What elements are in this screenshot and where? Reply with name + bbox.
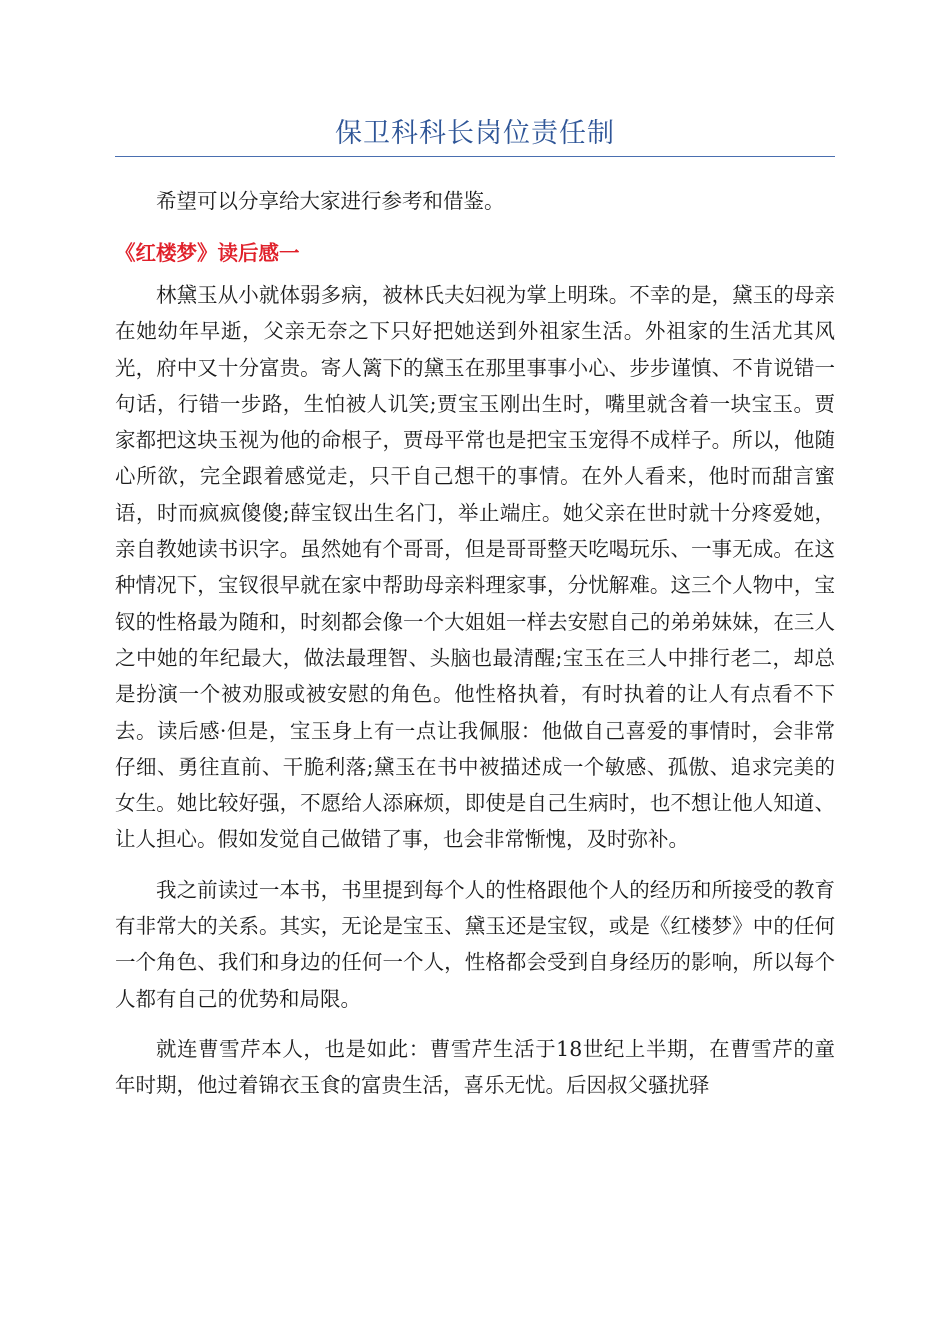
section-heading: 《红楼梦》读后感一 xyxy=(115,241,300,265)
title-underline xyxy=(115,156,835,157)
intro-text: 希望可以分享给大家进行参考和借鉴。 xyxy=(156,189,505,213)
body-paragraph-1: 林黛玉从小就体弱多病，被林氏夫妇视为掌上明珠。不幸的是，黛玉的母亲在她幼年早逝，父亲无奈之下只好把她送到外祖家生活。外祖家的生活尤其风光，府中又十分富贵。寄人篱下的黛玉在那里事事小心、步步谨慎、不肯说错一句话，行错一步路，生怕被人讥笑;贾宝玉刚出生时，嘴里就含着一块宝玉。贾家都把这块玉视为他的命根子，贾母平常也是把宝玉宠得不成样子。所以，他随心所欲，完全跟着感觉走，只干自己想干的事情。在外人看来，他时而甜言蜜语，时而疯疯傻傻;薛宝钗出生名门，举止端庄。她父亲在世时就十分疼爱她，亲自教她读书识字。虽然她有个哥哥，但是哥哥整天吃喝玩乐、一事无成。在这种情况下，宝钗很早就在家中帮助母亲料理家事，分忧解难。这三个人物中，宝钗的性格最为随和，时刻都会像一个大姐姐一样去安慰自己的弟弟妹妹，在三人之中她的年纪最大，做法最理智、头脑也最清醒;宝玉在三人中排行老二，却总是扮演一个被劝服或被安慰的角色。他性格执着，有时执着的让人有点看不下去。读后感·但是，宝玉身上有一点让我佩服：他做自己喜爱的事情时，会非常仔细、勇往直前、干脆利落;黛玉在书中被描述成一个敏感、孤傲、追求完美的女生。她比较好强，不愿给人添麻烦，即使是自己生病时，也不想让他人知道、让人担心。假如发觉自己做错了事，也会非常惭愧，及时弥补。 xyxy=(115,283,835,852)
body-paragraph-2: 我之前读过一本书，书里提到每个人的性格跟他个人的经历和所接受的教育有非常大的关系。其实，无论是宝玉、黛玉还是宝钗，或是《红楼梦》中的任何一个角色、我们和身边的任何一个人，性格都会受到自身经历的影响，所以每个人都有自己的优势和局限。 xyxy=(115,877,835,1011)
body-paragraph-3: 就连曹雪芹本人，也是如此：曹雪芹生活于18世纪上半期，在曹雪芹的童年时期，他过着锦衣玉食的富贵生活，喜乐无忧。后因叔父骚扰驿 xyxy=(115,1036,835,1098)
document-title: 保卫科科长岗位责任制 xyxy=(335,118,615,149)
document-page xyxy=(115,0,835,1104)
